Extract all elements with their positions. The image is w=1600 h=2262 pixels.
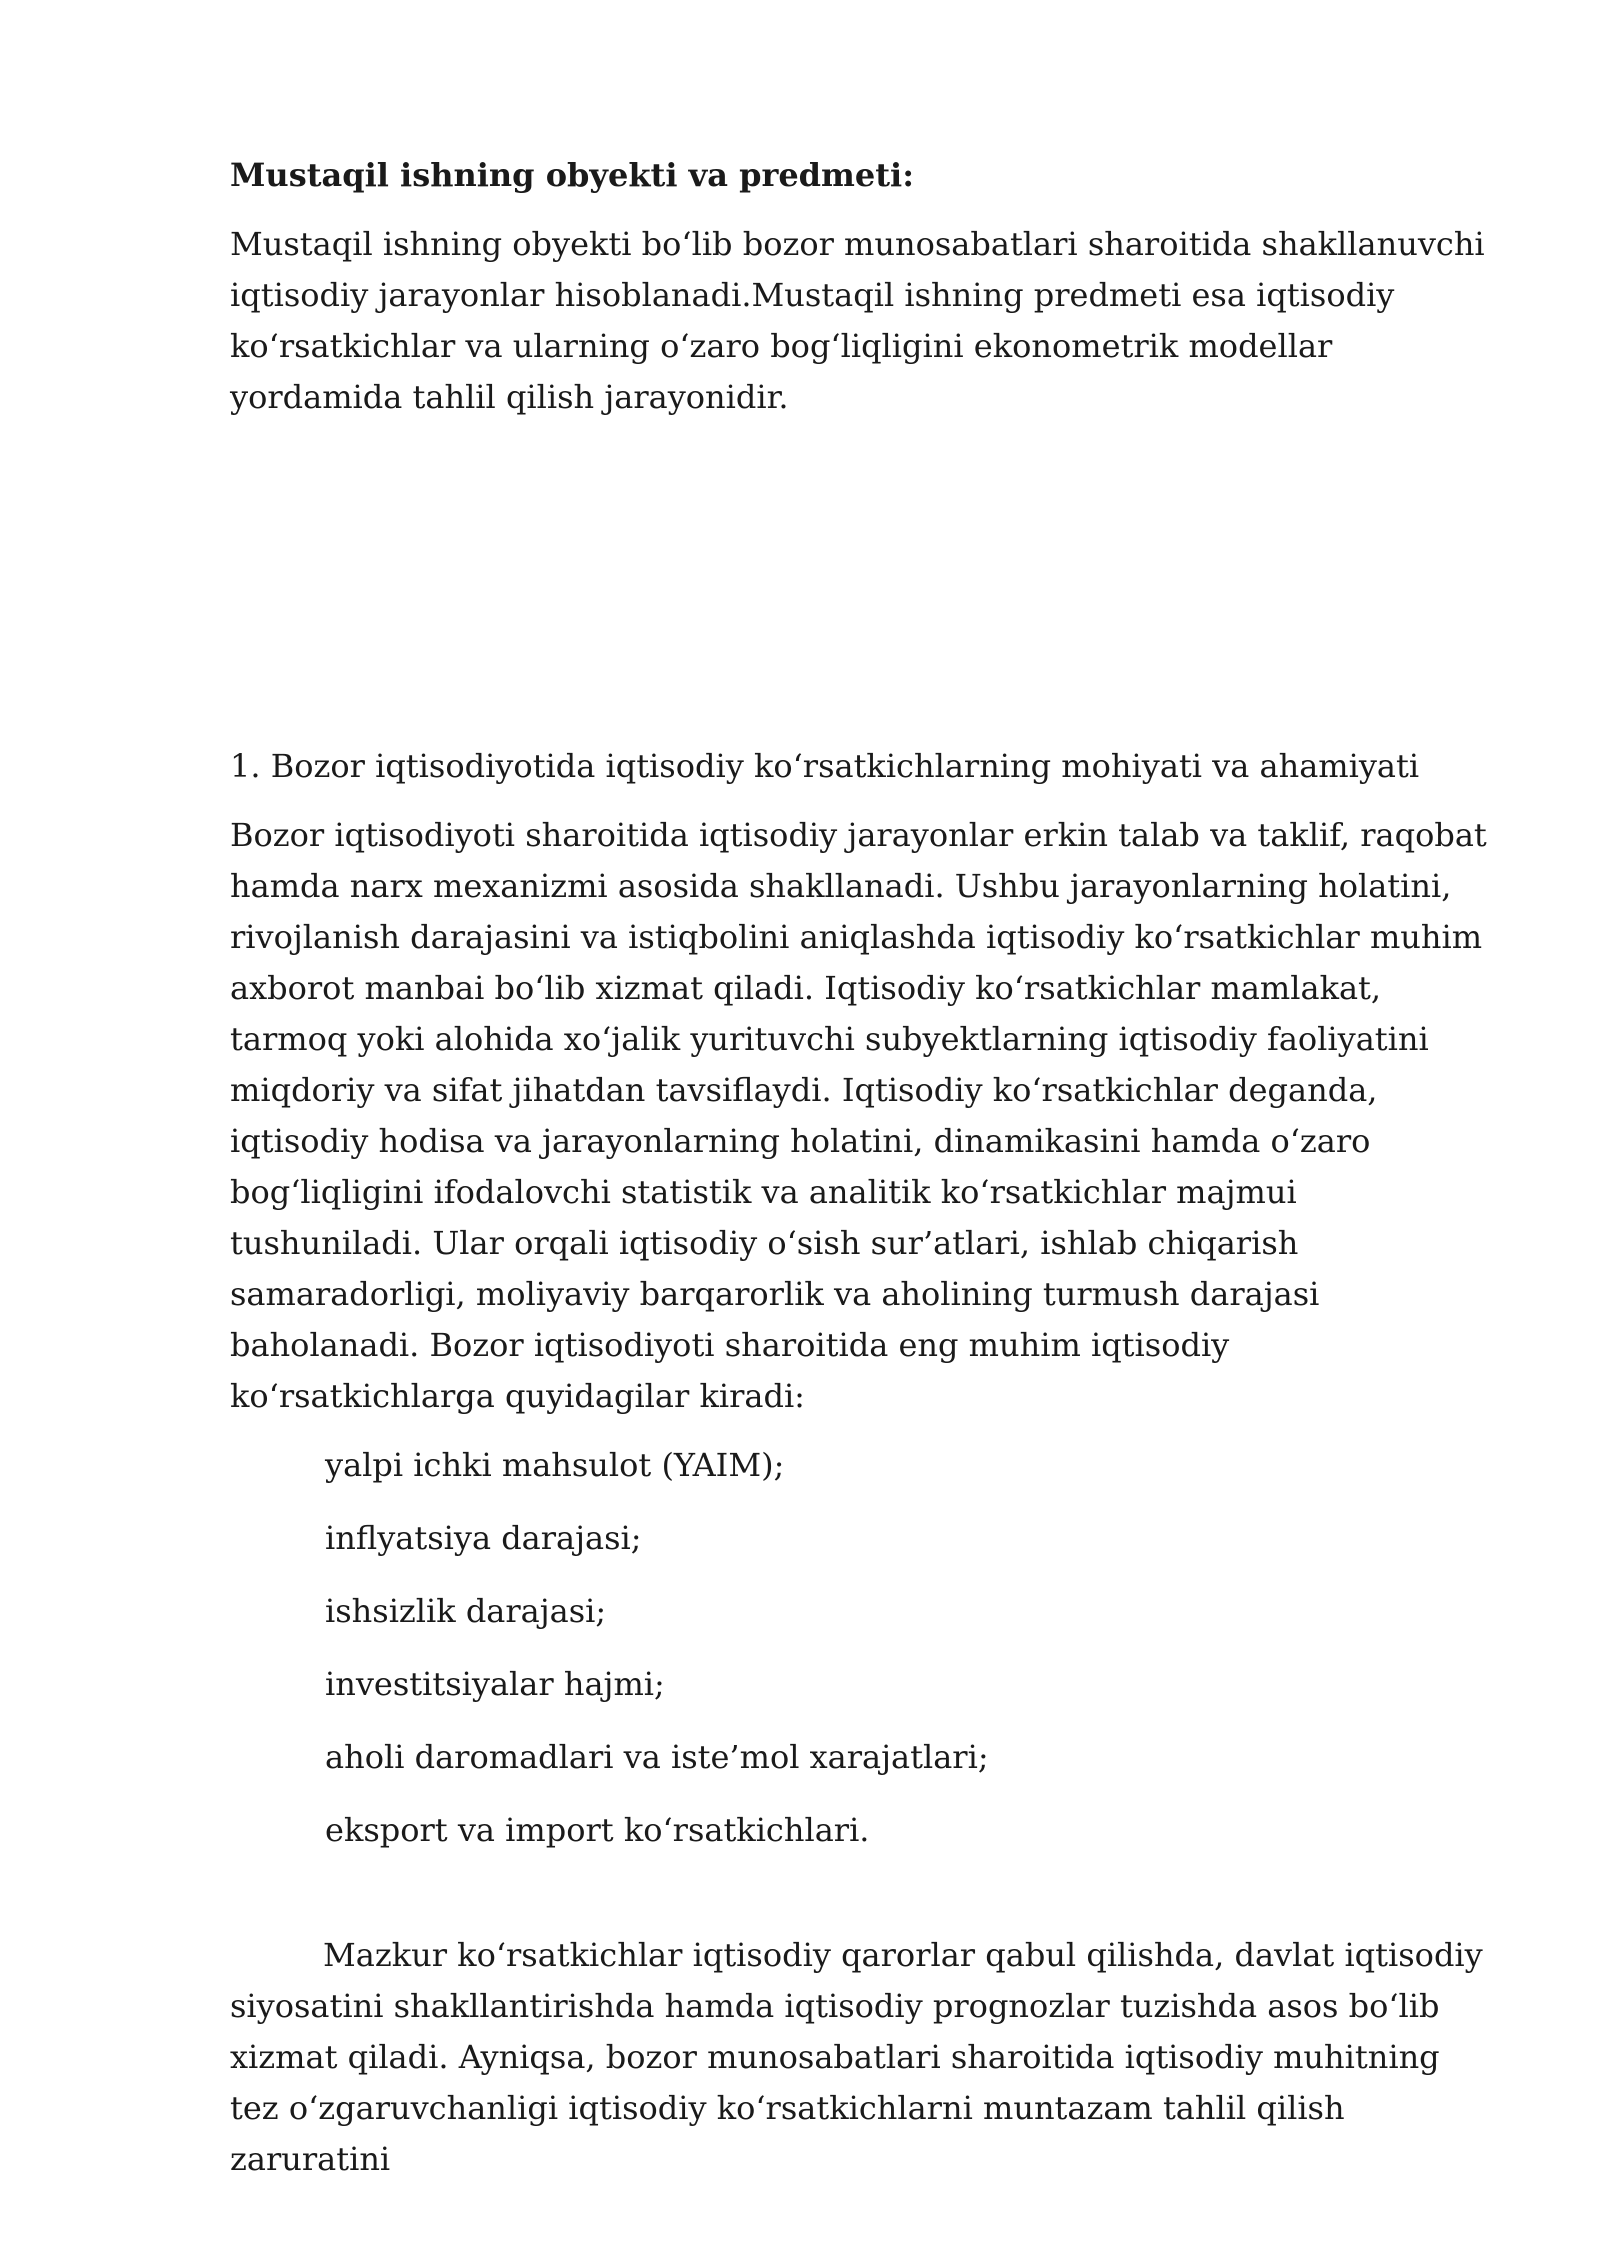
section-paragraph: Bozor iqtisodiyoti sharoitida iqtisodiy jarayonlar erkin talab va taklif, raqobat hamda narx mexanizmi asosida shakllanadi. Ushbu jarayonlarning holatini, rivojlanish darajasini va istiqbolini aniqlashda iqtisodiy koʻrsatkichlar muhim axborot manbai boʻlib xizmat qiladi. Iqtisodiy koʻrsatkichlar mamlakat, tarmoq yoki alohida xoʻjalik yurituvchi subyektlarning iqtisodiy faoliyatini miqdoriy va sifat jihatdan tavsiflaydi. Iqtisodiy koʻrsatkichlar deganda, iqtisodiy hodisa va jarayonlarning holatini, dinamikasini hamda oʻzaro bogʻliqligini ifodalovchi statistik va analitik koʻrsatkichlar majmui tushuniladi. Ular orqali iqtisodiy oʻsish sur’atlari, ishlab chiqarish samaradorligi, moliyaviy barqarorlik va aholining turmush darajasi baholanadi. Bozor iqtisodiyoti sharoitida eng muhim iqtisodiy koʻrsatkichlarga quyidagilar kiradi: — [230, 816, 1487, 1415]
section-title: 1. Bozor iqtisodiyotida iqtisodiy koʻrsatkichlarning mohiyati va ahamiyati — [230, 747, 1420, 785]
indicator-list — [230, 1440, 1490, 1856]
spacer — [230, 1878, 1490, 1930]
spacer — [230, 423, 1490, 741]
list-item: inflyatsiya darajasi; — [325, 1519, 642, 1557]
list-item: aholi daromadlari va iste’mol xarajatlari; — [325, 1738, 989, 1776]
closing-paragraph: Mazkur koʻrsatkichlar iqtisodiy qarorlar qabul qilishda, davlat iqtisodiy siyosatini shakllantirishda hamda iqtisodiy prognozlar tuzishda asos boʻlib xizmat qiladi. Ayniqsa, bozor munosabatlari sharoitida iqtisodiy muhitning tez oʻzgaruvchanligi iqtisodiy koʻrsatkichlarni muntazam tahlil qilish zaruratini — [230, 1936, 1483, 2178]
intro-paragraph: Mustaqil ishning obyekti boʻlib bozor munosabatlari sharoitida shakllanuvchi iqtisodiy jarayonlar hisoblanadi.Mustaqil ishning predmeti esa iqtisodiy koʻrsatkichlar va ularning oʻzaro bogʻliqligini ekonometrik modellar yordamida tahlil qilish jarayonidir. — [230, 225, 1485, 416]
section-heading: Mustaqil ishning obyekti va predmeti: — [230, 156, 915, 194]
document-content — [230, 150, 1490, 2185]
list-item: ishsizlik darajasi; — [325, 1592, 607, 1630]
list-item: eksport va import koʻrsatkichlari. — [325, 1811, 870, 1849]
list-item: investitsiyalar hajmi; — [325, 1665, 665, 1703]
list-item: yalpi ichki mahsulot (YAIM); — [325, 1446, 785, 1484]
